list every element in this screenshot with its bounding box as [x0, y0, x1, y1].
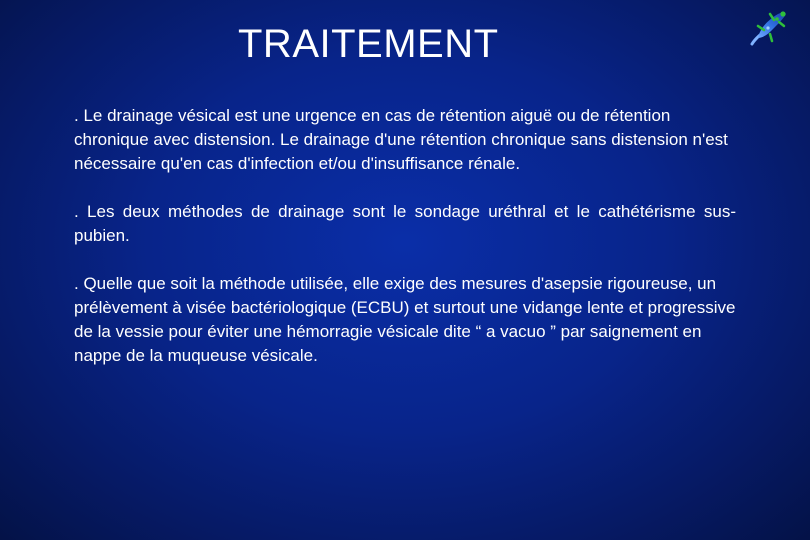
- paragraph-asepsie: . Quelle que soit la méthode utilisée, elle exige des mesures d'asepsie rigoureuse, un prélèvement à visée bactériologique (ECBU) et surtout une vidange lente et progressive de la vessie pour éviter une hémorragie vésicale dite “ a vacuo ” par saignement en nappe de la muqueuse vésicale.: [74, 274, 736, 365]
- slide-title: TRAITEMENT: [238, 22, 499, 66]
- paragraph-methodes-drainage: . Les deux méthodes de drainage sont le sondage uréthral et le cathétérisme sus-pubien.: [74, 202, 736, 245]
- paragraph-drainage-urgence: . Le drainage vésical est une urgence en cas de rétention aiguë ou de rétention chronique avec distension. Le drainage d'une rétention chronique sans distension n'est nécessaire qu'en cas d'infection et/ou d'insuffisance rénale.: [74, 106, 728, 173]
- gecko-icon: [746, 6, 790, 48]
- slide-body: [74, 104, 736, 392]
